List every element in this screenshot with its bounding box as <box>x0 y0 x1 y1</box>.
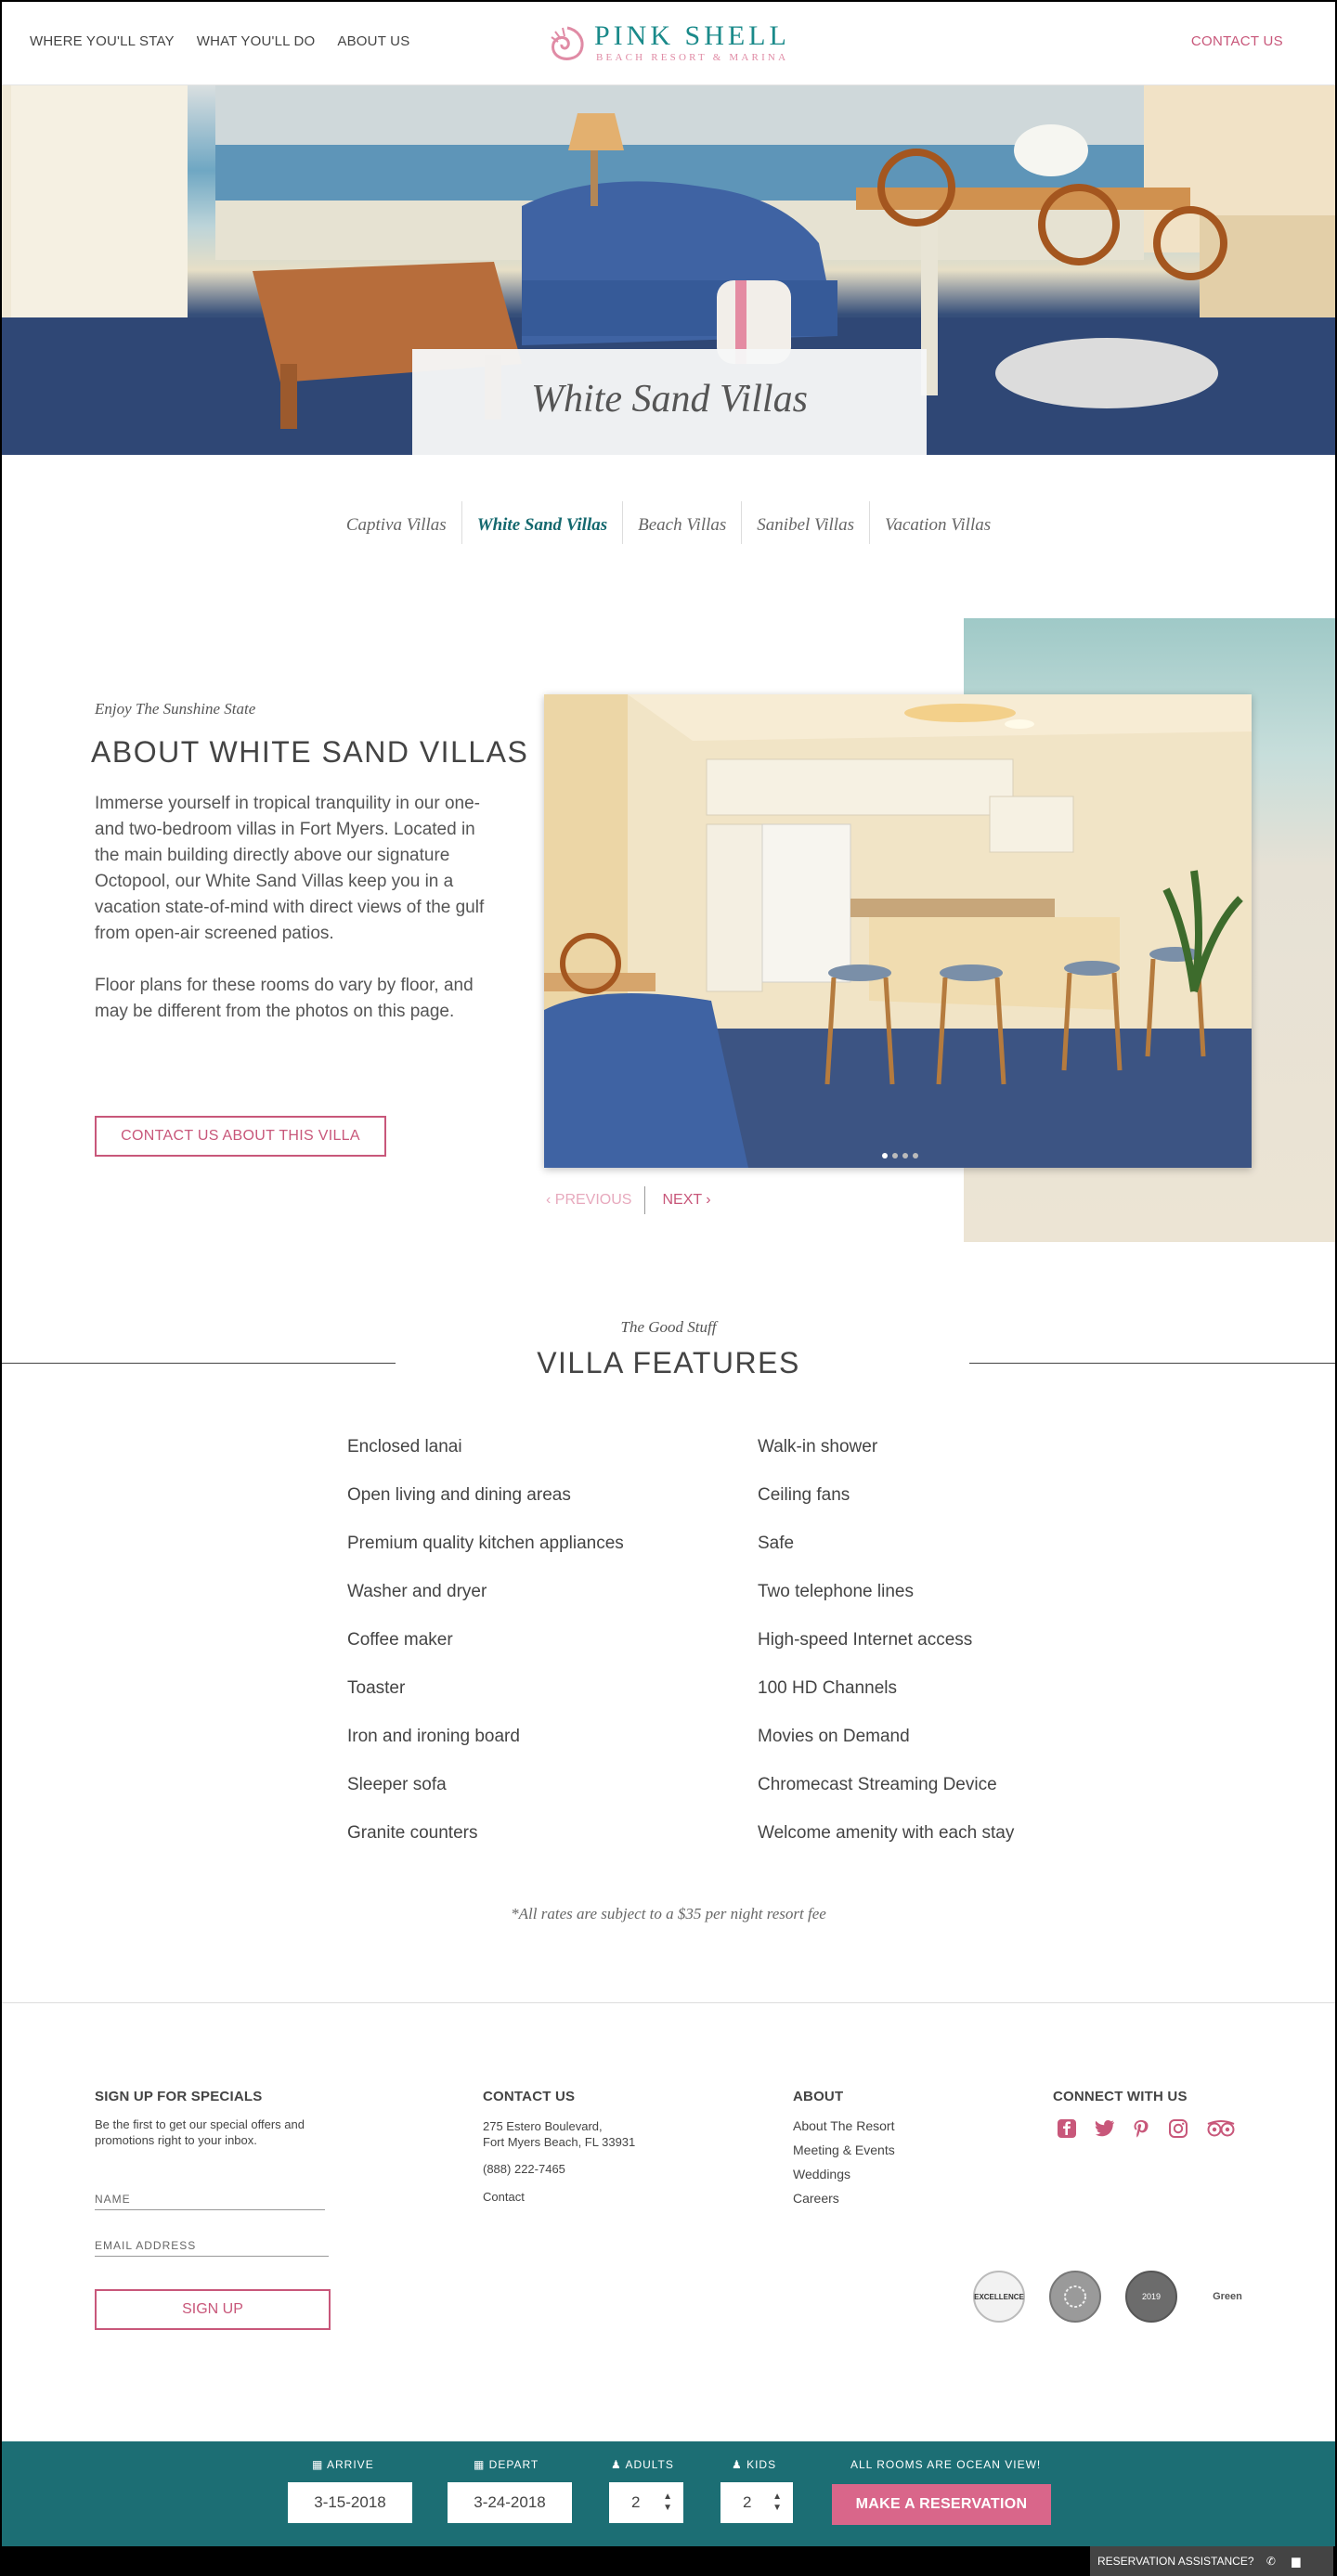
signup-name-underline <box>95 2209 325 2210</box>
feature-item: Enclosed lanai <box>347 1437 462 1456</box>
about-title: ABOUT WHITE SAND VILLAS <box>91 735 529 769</box>
gallery-controls <box>546 1186 711 1214</box>
phone-icon[interactable]: ✆ <box>1266 2555 1276 2568</box>
signup-heading: SIGN UP FOR SPECIALS <box>95 2089 263 2104</box>
feature-item: Premium quality kitchen appliances <box>347 1534 624 1553</box>
about-kicker: Enjoy The Sunshine State <box>95 700 256 718</box>
features-list-left <box>347 1437 624 1871</box>
tab-white-sand-villas[interactable]: White Sand Villas <box>461 501 622 544</box>
tripadvisor-icon[interactable] <box>1205 2118 1237 2141</box>
pinterest-icon[interactable] <box>1131 2118 1153 2141</box>
feature-item: Open living and dining areas <box>347 1485 571 1505</box>
facebook-icon[interactable] <box>1057 2118 1079 2141</box>
about-body <box>95 791 494 1051</box>
depart-date-input[interactable]: 3-24-2018 <box>448 2482 572 2523</box>
features-divider-right <box>969 1363 1335 1364</box>
signup-button[interactable]: SIGN UP <box>95 2289 331 2330</box>
tab-sanibel-villas[interactable]: Sanibel Villas <box>741 501 869 544</box>
gallery-next-button[interactable]: NEXT › <box>662 1192 711 1208</box>
arrive-label <box>312 2458 374 2471</box>
shell-logo-icon <box>546 22 589 65</box>
award-badge-text: EXCELLENCE <box>974 2292 1024 2301</box>
about-paragraph: Immerse yourself in tropical tranquility in our one- and two-bedroom villas in Fort Myers. Located in the main building directly above our signature Octopool, our White Sand Villas keep you in a vacation state-of-mind with direct views of the gulf from open-air screened patios. <box>95 794 485 943</box>
gallery-dots <box>882 1153 918 1159</box>
logo-title: PINK SHELL <box>594 20 790 51</box>
feature-item: High-speed Internet access <box>758 1630 973 1650</box>
gallery-dot[interactable] <box>902 1153 908 1159</box>
adults-label-text: ADULTS <box>625 2458 674 2471</box>
about-links-heading: ABOUT <box>793 2089 844 2104</box>
features-kicker: The Good Stuff <box>620 1318 717 1336</box>
contact-phone[interactable]: (888) 222-7465 <box>483 2162 565 2176</box>
tab-beach-villas[interactable]: Beach Villas <box>622 501 741 544</box>
feature-item: Ceiling fans <box>758 1485 850 1505</box>
ocean-view-note: ALL ROOMS ARE OCEAN VIEW! <box>850 2458 1042 2471</box>
contact-link[interactable]: Contact <box>483 2190 525 2204</box>
kids-label <box>732 2458 776 2471</box>
contact-address-line2: Fort Myers Beach, FL 33931 <box>483 2135 636 2149</box>
rates-note: *All rates are subject to a $35 per night resort fee <box>511 1905 826 1922</box>
person-icon: ♟ <box>611 2458 626 2471</box>
footer-link-about-resort[interactable]: About The Resort <box>793 2118 895 2133</box>
contact-address-line1: 275 Estero Boulevard, <box>483 2119 603 2133</box>
footer-link-weddings[interactable]: Weddings <box>793 2167 851 2181</box>
reservation-assistance-bar[interactable] <box>1090 2546 1333 2576</box>
make-reservation-button[interactable]: MAKE A RESERVATION <box>832 2484 1051 2525</box>
footer-link-meeting-events[interactable]: Meeting & Events <box>793 2142 895 2157</box>
kids-select[interactable] <box>720 2482 793 2523</box>
villa-gallery-slide[interactable] <box>544 694 1252 1168</box>
stepper-arrows-icon: ▲ ▼ <box>772 2492 782 2513</box>
arrive-label-text: ARRIVE <box>327 2458 374 2471</box>
award-badge-text: Green <box>1213 2291 1242 2302</box>
award-badge-text: 2019 <box>1141 2292 1162 2301</box>
about-links <box>793 2118 895 2215</box>
feature-item: Walk-in shower <box>758 1437 878 1456</box>
adults-select[interactable] <box>609 2482 683 2523</box>
twitter-icon[interactable] <box>1094 2118 1116 2141</box>
contact-heading: CONTACT US <box>483 2089 576 2104</box>
gallery-dot[interactable] <box>882 1153 888 1159</box>
nav-where-youll-stay[interactable]: WHERE YOU'LL STAY <box>30 33 175 49</box>
feature-item: Granite counters <box>347 1823 478 1843</box>
header-contact-link[interactable]: CONTACT US <box>1190 33 1283 49</box>
page-title: White Sand Villas <box>531 378 808 421</box>
best-transient-marina-badge <box>1125 2271 1177 2323</box>
about-paragraph: Floor plans for these rooms do vary by floor, and may be different from the photos on this page. <box>95 976 474 1021</box>
green-lodging-badge <box>1201 2271 1253 2323</box>
contact-about-villa-button[interactable]: CONTACT US ABOUT THIS VILLA <box>95 1116 386 1157</box>
villa-kitchen-photo <box>544 694 1252 1168</box>
feature-item: Washer and dryer <box>347 1582 487 1601</box>
tab-captiva-villas[interactable]: Captiva Villas <box>345 515 447 535</box>
feature-item: Two telephone lines <box>758 1582 914 1601</box>
signup-name-field[interactable]: NAME <box>95 2193 131 2206</box>
site-header <box>2 2 1335 85</box>
footer-divider <box>2 2002 1335 2003</box>
connect-heading: CONNECT WITH US <box>1053 2089 1188 2104</box>
feature-item: Toaster <box>347 1678 406 1698</box>
nav-what-youll-do[interactable]: WHAT YOU'LL DO <box>196 33 316 49</box>
page <box>2 2 1335 2546</box>
feature-item: Safe <box>758 1534 795 1553</box>
laurel-icon <box>1061 2283 1089 2311</box>
features-title: VILLA FEATURES <box>537 1346 800 1379</box>
depart-label <box>474 2458 539 2471</box>
feature-item: 100 HD Channels <box>758 1678 897 1698</box>
hero-title-box <box>412 349 927 455</box>
villa-tabs <box>2 501 1335 544</box>
chat-icon[interactable]: ▆ <box>1292 2555 1301 2568</box>
footer-link-careers[interactable]: Careers <box>793 2191 839 2206</box>
person-icon: ♟ <box>732 2458 747 2471</box>
hero-image <box>2 85 1335 455</box>
nav-about-us[interactable]: ABOUT US <box>337 33 410 49</box>
signup-text: Be the first to get our special offers and promotions right to your inbox. <box>95 2117 305 2147</box>
feature-item: Sleeper sofa <box>347 1775 447 1794</box>
arrive-date-input[interactable]: 3-15-2018 <box>288 2482 412 2523</box>
adults-value: 2 <box>631 2493 641 2511</box>
feature-item: Welcome amenity with each stay <box>758 1823 1015 1843</box>
logo-subtitle: BEACH RESORT & MARINA <box>596 52 789 63</box>
signup-email-field[interactable]: EMAIL ADDRESS <box>95 2239 197 2252</box>
tripadvisor-excellence-badge <box>973 2271 1025 2323</box>
gallery-previous-button[interactable]: ‹ PREVIOUS <box>546 1192 632 1208</box>
gallery-dot[interactable] <box>913 1153 918 1159</box>
signup-email-underline <box>95 2256 329 2257</box>
travelers-choice-badge <box>1049 2271 1101 2323</box>
calendar-icon: ▦ <box>474 2458 489 2471</box>
award-badges <box>973 2271 1253 2323</box>
adults-label <box>611 2458 674 2471</box>
feature-item: Movies on Demand <box>758 1727 910 1746</box>
kids-label-text: KIDS <box>746 2458 777 2471</box>
logo[interactable] <box>546 20 797 67</box>
primary-nav <box>30 33 409 49</box>
instagram-icon[interactable] <box>1168 2118 1190 2141</box>
tab-vacation-villas[interactable]: Vacation Villas <box>869 501 1006 544</box>
calendar-icon: ▦ <box>312 2458 328 2471</box>
feature-item: Iron and ironing board <box>347 1727 520 1746</box>
depart-label-text: DEPART <box>488 2458 539 2471</box>
features-list-right <box>758 1437 1014 1871</box>
kids-value: 2 <box>743 2493 752 2511</box>
gallery-dot[interactable] <box>892 1153 898 1159</box>
feature-item: Coffee maker <box>347 1630 453 1650</box>
feature-item: Chromecast Streaming Device <box>758 1775 997 1794</box>
stepper-arrows-icon: ▲ ▼ <box>663 2492 672 2513</box>
social-links <box>1057 2118 1237 2141</box>
reservation-assistance-text: RESERVATION ASSISTANCE? <box>1097 2555 1254 2568</box>
